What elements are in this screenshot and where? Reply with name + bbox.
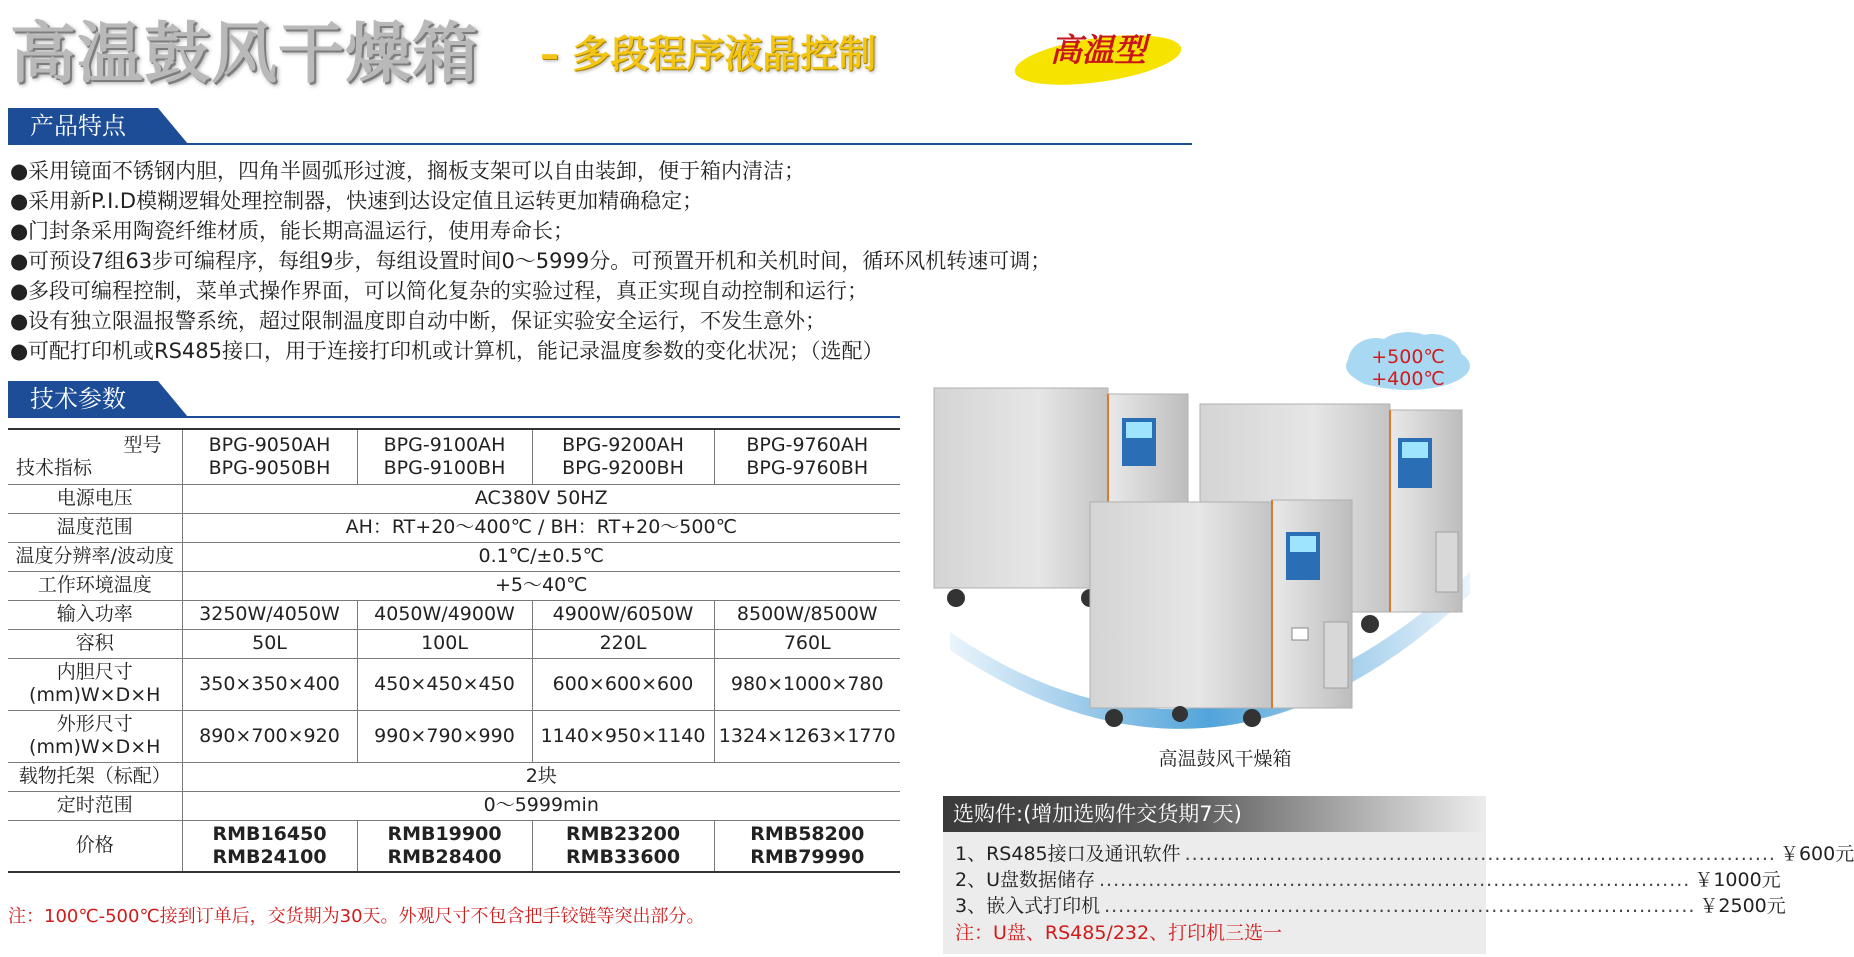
bullet-icon: ● [10,219,29,243]
bullet-icon: ● [10,159,29,183]
row-value: 990×790×990 [357,710,532,762]
row-label: 外形尺寸 (mm)W×D×H [8,710,182,762]
delivery-note: 注：100℃-500℃接到订单后，交货期为30天。外观尺寸不包含把手铰链等突出部分。 [8,906,705,927]
option-item: 3、嵌入式打印机 .................................................................................... ￥2500元 [955,895,1786,917]
row-value: 890×700×920 [182,710,357,762]
row-value: 0.1℃/±0.5℃ [182,542,900,571]
row-value: 3250W/4050W [182,600,357,629]
row-label: 电源电压 [8,484,182,513]
product-image [930,332,1490,752]
price-cell: RMB23200 RMB33600 [532,820,714,872]
bullet-icon: ● [10,249,29,273]
list-item: ●采用新P.I.D模糊逻辑处理控制器，快速到达设定值且运转更加精确稳定； [10,186,1190,216]
table-row [8,513,900,542]
table-header-cell: 型号 技术指标 [8,429,182,484]
badge-label: 高温型 [1049,31,1146,69]
page-title: 高温鼓风干燥箱 [10,15,479,92]
row-value: 450×450×450 [357,658,532,710]
options-panel [943,796,1854,954]
bullet-icon: ● [10,189,29,213]
bullet-icon: ● [10,339,29,363]
row-label: 容积 [8,629,182,658]
row-value: 2块 [182,762,900,791]
oven-illustration [930,332,1490,752]
row-label: 温度分辨率/波动度 [8,542,182,571]
option-item: 1、RS485接口及通讯软件 .................................................................................... ￥600元 [955,843,1854,865]
row-value: 4900W/6050W [532,600,714,629]
temperature-cloud: +500℃ +400℃ [1371,346,1445,390]
list-item: ●设有独立限温报警系统，超过限制温度即自动中断，保证实验安全运行，不发生意外； [10,306,1190,336]
table-row [8,820,900,872]
model-cell: BPG-9100AH BPG-9100BH [357,429,532,484]
product-caption: 高温鼓风干燥箱 [1158,748,1292,770]
model-cell: BPG-9200AH BPG-9200BH [532,429,714,484]
table-row [8,710,900,762]
row-label: 内胆尺寸 (mm)W×D×H [8,658,182,710]
bullet-icon: ● [10,309,29,333]
features-heading: 产品特点 [30,112,126,140]
list-item: ●门封条采用陶瓷纤维材质，能长期高温运行，使用寿命长； [10,216,1190,246]
table-row [8,762,900,791]
row-value: 980×1000×780 [714,658,900,710]
row-label: 工作环境温度 [8,571,182,600]
price-cell: RMB58200 RMB79990 [714,820,900,872]
list-item: ●可预设7组63步可编程序，每组9步，每组设置时间0～5999分。可预置开机和关机时间，循环风机转速可调； [10,246,1190,276]
row-value: 600×600×600 [532,658,714,710]
table-row [8,542,900,571]
option-item: 2、U盘数据储存 .................................................................................... ￥1000元 [955,869,1781,891]
table-row [8,658,900,710]
model-cell: BPG-9050AH BPG-9050BH [182,429,357,484]
row-label: 输入功率 [8,600,182,629]
list-item: ●可配打印机或RS485接口，用于连接打印机或计算机，能记录温度参数的变化状况；（选配） [10,336,1190,366]
spec-table [8,428,900,873]
row-value: AH：RT+20～400℃ / BH：RT+20～500℃ [182,513,900,542]
model-cell: BPG-9760AH BPG-9760BH [714,429,900,484]
row-value: 100L [357,629,532,658]
row-value: 1140×950×1140 [532,710,714,762]
options-note: 注：U盘、RS485/232、打印机三选一 [955,922,1283,944]
table-row [8,429,900,484]
table-row [8,484,900,513]
row-value: AC380V 50HZ [182,484,900,513]
row-label: 定时范围 [8,791,182,820]
row-label: 温度范围 [8,513,182,542]
row-value: 50L [182,629,357,658]
price-cell: RMB16450 RMB24100 [182,820,357,872]
row-label: 载物托架（标配） [8,762,182,791]
table-row [8,629,900,658]
specs-section-header [8,381,900,417]
options-heading: 选购件:(增加选购件交货期7天) [953,802,1242,826]
row-value: 350×350×400 [182,658,357,710]
row-value: 1324×1263×1770 [714,710,900,762]
high-temp-badge [1012,24,1184,86]
features-section-header [8,108,1192,144]
bullet-icon: ● [10,279,29,303]
row-label: 价格 [8,820,182,872]
list-item: ●多段可编程控制，菜单式操作界面，可以简化复杂的实验过程，真正实现自动控制和运行； [10,276,1190,306]
price-cell: RMB19900 RMB28400 [357,820,532,872]
page-subtitle: – 多段程序液晶控制 [540,32,877,76]
table-row [8,571,900,600]
row-value: 0～5999min [182,791,900,820]
table-row [8,600,900,629]
row-value: 8500W/8500W [714,600,900,629]
row-value: 4050W/4900W [357,600,532,629]
specs-heading: 技术参数 [30,385,126,413]
table-row [8,791,900,820]
row-value: 760L [714,629,900,658]
row-value: 220L [532,629,714,658]
row-value: +5～40℃ [182,571,900,600]
list-item: ●采用镜面不锈钢内胆，四角半圆弧形过渡，搁板支架可以自由装卸，便于箱内清洁； [10,156,1190,186]
